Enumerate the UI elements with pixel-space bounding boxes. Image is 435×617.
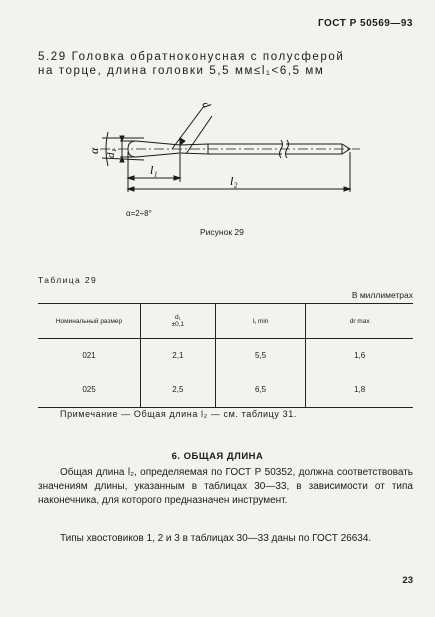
standard-code: ГОСТ Р 50569—93 (317, 18, 413, 29)
table-cell: 025 (38, 371, 141, 408)
section-6-paragraph-1: Общая длина l₂, определяемая по ГОСТ Р 50352, должна соответствовать значениям длины, указанным в таблицах 30—33, в зависимости от типа наконечника, для которого предназначен инструмент. (38, 467, 413, 506)
table-header-row (38, 304, 413, 339)
heading-line-2: на торце, длина головки 5,5 мм≤l₁<6,5 мм (38, 65, 325, 77)
alpha-note: α=2÷8° (126, 209, 152, 218)
figure-caption: Рисунок 29 (200, 227, 244, 237)
col-header-l1: l₁ min (215, 304, 306, 339)
table-cell: 2,5 (141, 371, 216, 408)
table-cell: 6,5 (215, 371, 306, 408)
table-row (38, 371, 413, 408)
figure-29-drawing (80, 92, 370, 202)
table-29 (38, 303, 413, 408)
table-row (38, 339, 413, 372)
table-note: Примечание — Общая длина l₂ — см. таблицу 31. (60, 409, 297, 419)
alpha-label: α (87, 147, 101, 154)
table-cell: 021 (82, 350, 96, 360)
section-6-paragraph-2: Типы хвостовиков 1, 2 и 3 в таблицах 30—33 даны по ГОСТ 26634. (60, 533, 372, 544)
d1-label: d₁ (105, 148, 117, 158)
table-cell: 2,1 (141, 339, 216, 372)
l2-label: l₂ (230, 174, 238, 188)
units-label: В миллиметрах (351, 290, 413, 300)
dr-label: d (199, 99, 213, 111)
l1-label: l₁ (150, 163, 158, 177)
table-cell: 1,8 (306, 371, 413, 408)
col-header-dr: dr max (306, 304, 413, 339)
section-5-29-heading (38, 50, 413, 78)
section-6-title: 6. ОБЩАЯ ДЛИНА (171, 451, 264, 462)
page-number: 23 (402, 575, 413, 586)
heading-line-1: 5.29 Головка обратноконусная с полусферой (38, 51, 345, 63)
table-label: Таблица 29 (38, 275, 98, 285)
col-header-nominal: Номинальный размер (38, 304, 141, 339)
table-cell: 5,5 (215, 339, 306, 372)
col-header-d1: d₁ ±0,1 (141, 304, 216, 339)
table-cell: 1,6 (306, 339, 413, 372)
